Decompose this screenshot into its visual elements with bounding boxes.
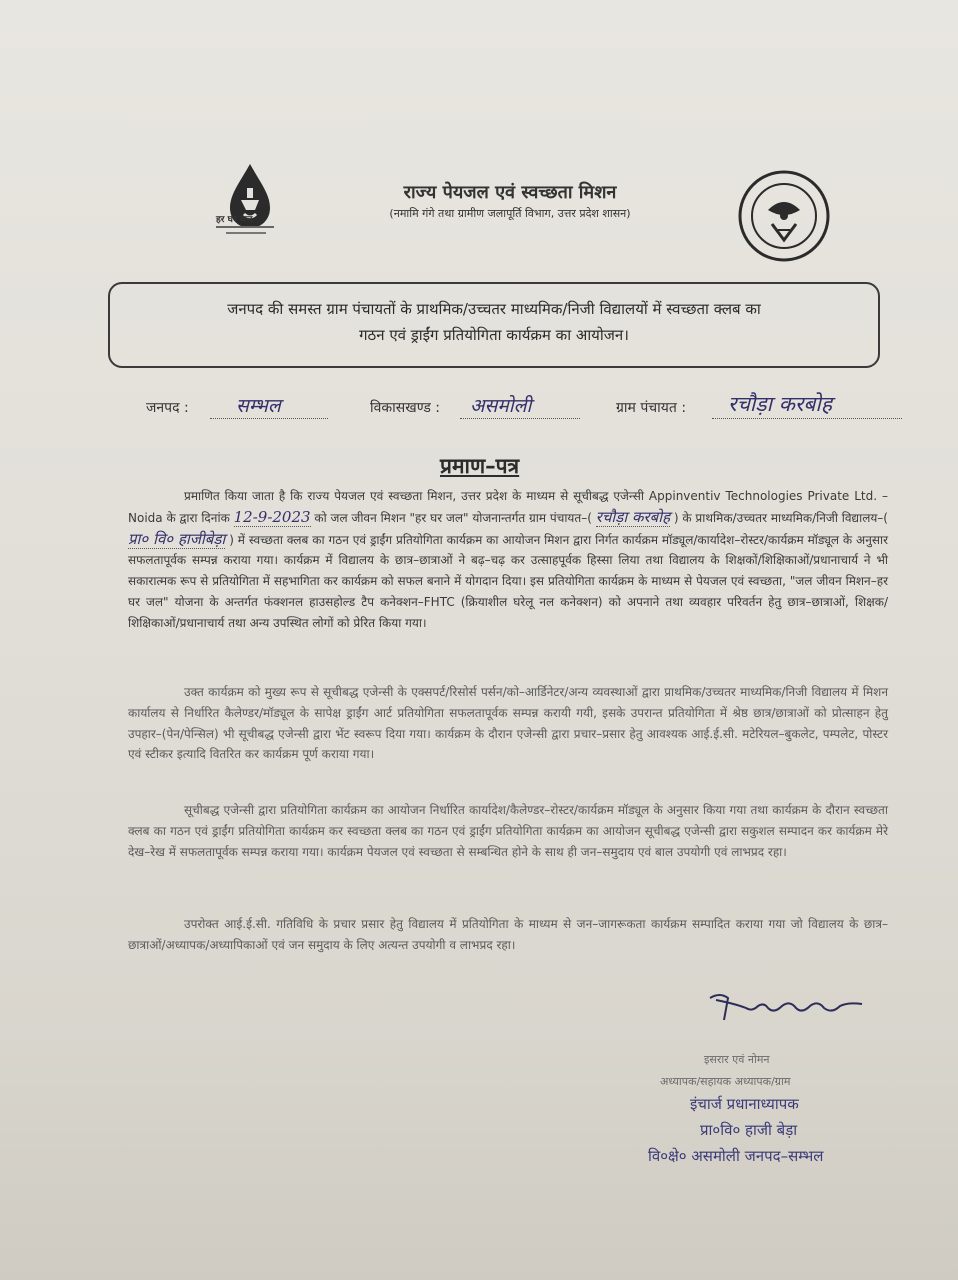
block-field [370, 398, 440, 417]
program-date: 12-9-2023 [233, 507, 311, 526]
panchayat-field [616, 398, 686, 417]
p4-text: उपरोक्त आई.ई.सी. गतिविधि के प्रचार प्रसार हेतु विद्यालय में प्रतियोगिता के माध्यम से जन–जागरूकता कार्यक्रम सम्पादित कराया गया जो विद्यालय के छात्र–छात्राओं/अध्यापक/अध्यापिकाओं एवं जन समुदाय के लिए अत्यन्त उपयोगी व लाभप्रद रहा। [128, 917, 888, 952]
har-ghar-jal-logo [210, 160, 290, 250]
p1-text-a: प्रमाणित किया जाता है कि राज्य पेयजल एवं स्वच्छता मिशन, उत्तर प्रदेश के माध्यम से सूचीबद्ध एजेन्सी Appinventiv Technologies Private Ltd. – Noida के द्वारा दिनांक [128, 489, 888, 525]
p1-text-b: को जल जीवन मिशन "हर घर जल" योजनान्तर्गत ग्राम पंचायत–( [314, 510, 592, 525]
signer-name: इसरार एवं नोमन [704, 1053, 770, 1066]
p1-text-d: ) में स्वच्छता क्लब का गठन एवं ड्राईंग प्रतियोगिता कार्यक्रम का आयोजन मिशन द्वारा निर्गत कार्यक्रम मॉड्यूल/कार्यादेश–रोस्टर/कार्यक्रम मॉड्यूल के अनुसार सफलतापूर्वक सम्पन्न कराया गया। कार्यक्रम में विद्यालय के छात्र–छात्राओं ने बढ़–चढ़ कर उत्साहपूर्वक हिस्सा लिया तथा विद्यालय के शिक्षकों/शिक्षिकाओं/प्रधानाचार्य ने भी सकारात्मक रूप से प्रतियोगिता में सहभागिता कर कार्यक्रम को सफल बनाने में योगदान दिया। इस प्रतियोगिता कार्यक्रम के माध्यम से पेयजल एवं स्वच्छता, "जल जीवन मिशन–हर घर जल" योजना के अन्तर्गत फंक्शनल हाउसहोल्ड टैप कनेक्शन–FHTC (क्रियाशील घरेलू नल कनेक्शन) को अपनाने तथा व्यवहार परिवर्तन हेतु छात्र–छात्राओं, शिक्षक/शिक्षिकाओं/प्रधानाचार्य तथा अन्य उपस्थित लोगों को प्रेरित किया गया। [128, 532, 888, 630]
block-value: असमोली [470, 395, 532, 417]
paragraph-4 [128, 914, 888, 956]
program-banner [108, 282, 880, 368]
district-underline [210, 418, 328, 419]
up-emblem-icon [738, 170, 830, 262]
district-label: जनपद : [146, 400, 189, 416]
block-underline [460, 418, 580, 419]
signer-designation: अध्यापक/सहायक अध्यापक/ग्राम [660, 1075, 791, 1088]
logo-caption: हर घर जल [216, 215, 253, 225]
handwritten-signature [706, 990, 866, 1030]
banner-line-2: गठन एवं ड्राईंग प्रतियोगिता कार्यक्रम का आयोजन। [359, 326, 629, 344]
stamp-line-3: वि०क्षे० असमोली जनपद–सम्भल [648, 1147, 824, 1165]
school-name: प्रा० वि० हाजीबेड़ा [128, 529, 226, 548]
mission-title: राज्य पेयजल एवं स्वच्छता मिशन [403, 182, 617, 203]
panchayat-name-inline: रचौड़ा करबोह [595, 507, 671, 526]
paragraph-1 [128, 486, 888, 634]
mission-subtitle: (नमामि गंगे तथा ग्रामीण जलापूर्ति विभाग, उत्तर प्रदेश शासन) [389, 207, 631, 220]
p2-text: उक्त कार्यक्रम को मुख्य रूप से सूचीबद्ध एजेन्सी के एक्सपर्ट/रिसोर्स पर्सन/को–आर्डिनेटर/अन्य व्यवस्थाओं द्वारा प्राथमिक/उच्चतर माध्यमिक/निजी विद्यालय में मिशन कार्यालय से निर्धारित कैलेण्डर/मॉड्यूल के सापेक्ष ड्राईंग आर्ट प्रतियोगिता सफलतापूर्वक सम्पन्न करायी गयी, इसके उपरान्त प्रतियोगिता में श्रेष्ठ छात्र/छात्राओं को प्रोत्साहन हेतु उपहार–(पेन/पेन्सिल) भी सूचीबद्ध एजेन्सी द्वारा भेंट स्वरूप दिया गया। कार्यक्रम के दौरान एजेन्सी द्वारा प्रचार–प्रसार हेतु आवश्यक आई.ई.सी. मटेरियल–बुकलेट, पम्पलेट, पोस्टर एवं स्टीकर इत्यादि वितरित कर कार्यक्रम पूर्ण कराया गया। [128, 685, 888, 762]
panchayat-underline [712, 418, 902, 419]
banner-line-1: जनपद की समस्त ग्राम पंचायतों के प्राथमिक/उच्चतर माध्यमिक/निजी विद्यालयों में स्वच्छता क्लब का [227, 300, 761, 318]
logo-subcaption-lines [216, 226, 276, 240]
stamp-line-1: इंचार्ज प्रधानाध्यापक [690, 1095, 799, 1113]
p1-text-c: ) के प्राथमिक/उच्चतर माध्यमिक/निजी विद्यालय–( [673, 510, 888, 525]
district-field [146, 398, 189, 417]
district-value: सम्भल [236, 395, 281, 417]
p3-text: सूचीबद्ध एजेन्सी द्वारा प्रतियोगिता कार्यक्रम का आयोजन निर्धारित कार्यादेश/कैलेण्डर–रोस्टर/कार्यक्रम मॉड्यूल के अनुसार किया गया तथा कार्यक्रम के दौरान स्वच्छता क्लब का गठन एवं ड्राईंग प्रतियोगिता कार्यक्रम कर स्वच्छता क्लब का गठन एवं ड्राईंग प्रतियोगिता कार्यक्रम का आयोजन सूचीबद्ध एजेन्सी द्वारा सकुशल सम्पादन कर कार्यक्रम मेरे देख–रेख में सफलतापूर्वक सम्पन्न कराया गया। कार्यक्रम पेयजल एवं स्वच्छता से सम्बन्धित होने के साथ ही जन–समुदाय एवं बाल उपयोगी एवं लाभप्रद रहा। [128, 803, 888, 859]
block-label: विकासखण्ड : [370, 400, 441, 416]
certificate-title: प्रमाण–पत्र [440, 454, 520, 478]
stamp-line-2: प्रा०वि० हाजी बेड़ा [700, 1121, 798, 1139]
paragraph-3 [128, 800, 888, 862]
panchayat-label: ग्राम पंचायत : [616, 400, 687, 416]
paragraph-2 [128, 682, 888, 765]
panchayat-value: रचौड़ा करबोह [728, 392, 833, 416]
